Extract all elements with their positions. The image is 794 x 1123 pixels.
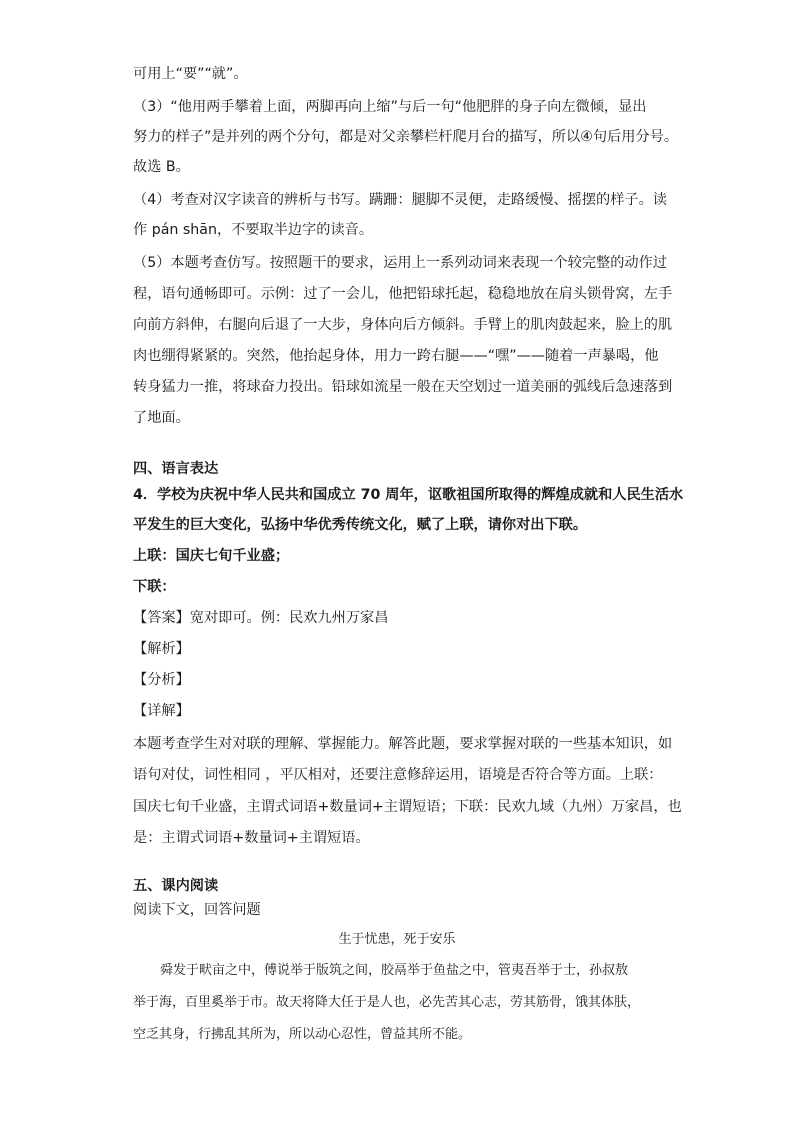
- passage-line: 举于海，百里奚举于市。故天将降大任于是人也，必先苦其心志，劳其筋骨，饿其体肤，: [133, 995, 641, 1010]
- text-line: 可用上“要”“就”。: [133, 66, 248, 82]
- text-line: 转身猛力一推，将球奋力投出。铅球如流星一般在天空划过一道美丽的弧线后急速落到: [133, 379, 673, 395]
- text-line: 故选 B。: [133, 159, 190, 175]
- text-line: 阅读下文，回答问题: [133, 902, 261, 918]
- text-line: （4）考查对汉字读音的辨析与书写。蹒跚：腿脚不灵便，走路缓慢、摇摆的样子。读: [133, 192, 667, 208]
- passage-line: 空乏其身，行拂乱其所为，所以动心忍性，曾益其所不能。: [133, 1027, 472, 1042]
- passage-title: 生于忧患，死于安乐: [338, 932, 456, 947]
- text-line: （3）“他用两手攀着上面，两脚再向上缩”与后一句“他肥胖的身子向左微倾，显出: [133, 99, 647, 115]
- detail-label: 【详解】: [133, 703, 190, 719]
- section-heading: 四、语言表达: [133, 461, 219, 477]
- question-text: 4．学校为庆祝中华人民共和国成立 70 周年，讴歌祖国所取得的辉煌成就和人民生活水: [133, 487, 684, 503]
- text-line: 语句对仗，词性相同 ，平仄相对，还要注意修辞运用，语境是否符合等方面。上联：: [133, 767, 663, 783]
- text-line: 了地面。: [133, 410, 190, 426]
- analysis-sub-label: 【分析】: [133, 672, 190, 688]
- text-line: （5）本题考查仿写。按照题干的要求，运用上一系列动词来表现一个较完整的动作过: [133, 255, 667, 271]
- text-line: 向前方斜伸，右腿向后退了一大步，身体向后方倾斜。手臂上的肌肉鼓起来，脸上的肌: [133, 317, 673, 333]
- section-heading: 五、课内阅读: [133, 878, 219, 894]
- text-line: 作 pán shān，不要取半边字的读音。: [133, 222, 374, 238]
- text-line: 是：主谓式词语+数量词+主谓短语。: [133, 830, 370, 846]
- lower-couplet: 下联：: [133, 579, 176, 595]
- answer-line: 【答案】宽对即可。例：民欢九州万家昌: [133, 610, 389, 626]
- passage-line: 舜发于畎亩之中，傅说举于版筑之间，胶鬲举于鱼盐之中，管夷吾举于士，孙叔敖: [160, 963, 629, 978]
- text-line: 国庆七旬千业盛，主谓式词语+数量词+主谓短语；下联：民欢九域（九州）万家昌，也: [133, 799, 682, 815]
- text-line: 努力的样子”是并列的两个分句，都是对父亲攀栏杆爬月台的描写，所以④句后用分号。: [133, 129, 679, 145]
- text-line: 肉也绷得紧紧的。突然，他抬起身体，用力一跨右腿——“嘿”——随着一声暴喝，他: [133, 348, 659, 364]
- analysis-label: 【解析】: [133, 641, 190, 657]
- upper-couplet: 上联：国庆七旬千业盛；: [133, 548, 290, 564]
- question-text: 平发生的巨大变化，弘扬中华优秀传统文化，赋了上联，请你对出下联。: [133, 517, 588, 533]
- text-line: 程，语句通畅即可。示例：过了一会儿，他把铅球托起，稳稳地放在肩头锁骨窝，左手: [133, 286, 673, 302]
- text-line: 本题考查学生对对联的理解、掌握能力。解答此题，要求掌握对联的一些基本知识，如: [133, 736, 673, 752]
